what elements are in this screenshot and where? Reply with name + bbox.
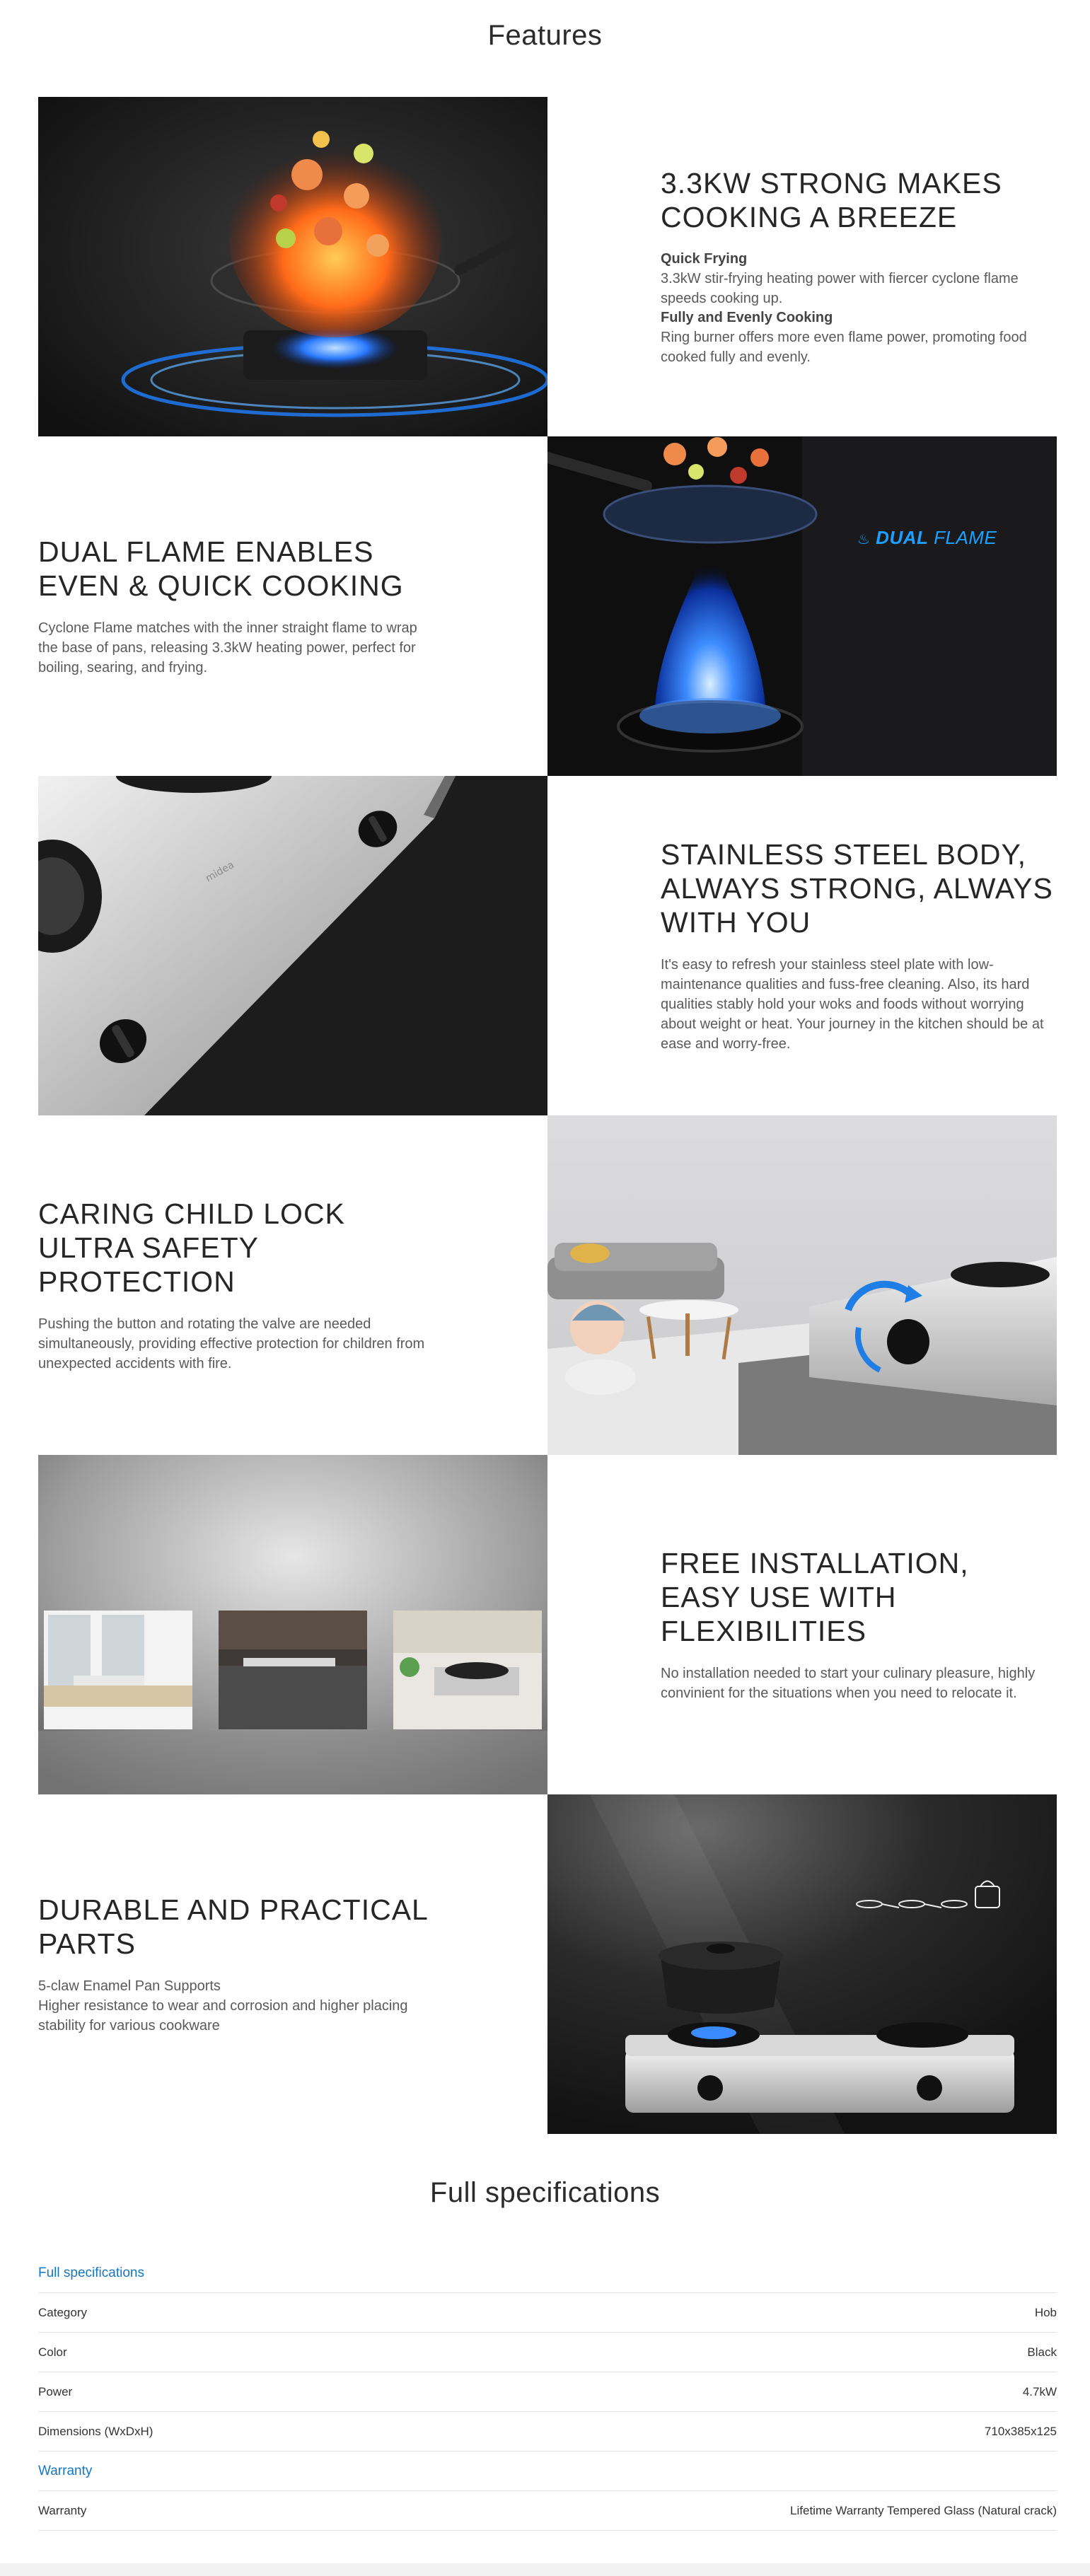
feature-text-power [547, 97, 1057, 436]
spec-row [38, 2372, 1057, 2412]
spec-label: Warranty [38, 2503, 87, 2517]
spec-row [38, 2333, 1057, 2372]
feature-title: DURABLE AND PRACTICAL PARTS [38, 1893, 428, 1960]
svg-text:midea: midea [204, 859, 236, 885]
specifications-table [38, 2253, 1057, 2531]
dual-flame-badge-bold: DUAL [876, 527, 929, 548]
spec-row-warranty [38, 2491, 1057, 2531]
feature-row-installation [38, 1455, 1057, 1794]
spec-value: 710x385x125 [984, 2424, 1057, 2438]
spec-group-warranty[interactable]: Warranty [38, 2452, 1057, 2491]
feature-subtitle: Fully and Evenly Cooking [661, 310, 833, 325]
feature-row-dual-flame [38, 436, 1057, 776]
spec-value: Black [1027, 2345, 1057, 2359]
feature-text-installation [547, 1455, 1057, 1794]
full-specifications-heading: Full specifications [429, 2177, 661, 2208]
feature-title: FREE INSTALLATION, EASY USE WITH FLEXIBILITIES [661, 1547, 969, 1647]
feature-description: No installation needed to start your culinary pleasure, highly convinient for the situations when you need to relocate it. [661, 1666, 1036, 1701]
feature-text-stainless [547, 776, 1057, 1115]
feature-row-parts [38, 1794, 1057, 2134]
spec-row [38, 2412, 1057, 2452]
feature-text-parts [38, 1794, 547, 2134]
spec-value: 4.7kW [1022, 2384, 1057, 2398]
installation-scenes-image [38, 1455, 547, 1794]
wok-frying-image [38, 97, 547, 436]
features-heading: Features [487, 20, 603, 51]
feature-description: Ring burner offers more even flame power, promoting food cooked fully and evenly. [661, 330, 1027, 365]
features-list [38, 97, 1057, 2134]
spec-label: Category [38, 2305, 87, 2319]
feature-title: CARING CHILD LOCK ULTRA SAFETY PROTECTION [38, 1197, 345, 1298]
spec-value: Lifetime Warranty Tempered Glass (Natural crack) [790, 2503, 1057, 2517]
feature-description: Higher resistance to wear and corrosion and higher placing stability for various cookware [38, 1998, 408, 2033]
feature-title: STAINLESS STEEL BODY, ALWAYS STRONG, ALWAYS WITH YOU [661, 838, 1053, 939]
feature-row-power [38, 97, 1057, 436]
feature-text-child-lock [38, 1115, 547, 1455]
spec-value: Hob [1034, 2305, 1057, 2319]
feature-description: Cyclone Flame matches with the inner straight flame to wrap the base of pans, releasing 3.3kW heating power, perfect for boiling, searing, and frying. [38, 620, 417, 675]
feature-description: 5-claw Enamel Pan Supports [38, 1978, 221, 1994]
spec-group-full-specifications[interactable]: Full specifications [38, 2253, 1057, 2293]
dual-flame-badge-light: FLAME [934, 527, 997, 548]
spec-label: Dimensions (WxDxH) [38, 2424, 153, 2438]
feature-title: DUAL FLAME ENABLES EVEN & QUICK COOKING [38, 535, 404, 602]
feature-text-dual-flame [38, 436, 547, 776]
dual-flame-badge [857, 527, 997, 549]
feature-description: 3.3kW stir-frying heating power with fiercer cyclone flame speeds cooking up. [661, 271, 1019, 306]
child-lock-image [547, 1115, 1057, 1455]
spec-label: Color [38, 2345, 67, 2359]
dual-flame-image [547, 436, 1057, 776]
pan-supports-image [547, 1794, 1057, 2134]
footer-strip [0, 2563, 1090, 2576]
feature-row-child-lock [38, 1115, 1057, 1455]
spec-row [38, 2293, 1057, 2333]
feature-title: 3.3KW STRONG MAKES COOKING A BREEZE [661, 167, 1002, 233]
feature-subtitle: Quick Frying [661, 251, 748, 267]
feature-description: It's easy to refresh your stainless steel plate with low-maintenance qualities and fuss-free cleaning. Also, its hard qualities stably hold your woks and foods without worrying about weight or heat. Your journey in the kitchen should be at ease and worry-free. [661, 957, 1044, 1052]
feature-description: Pushing the button and rotating the valve are needed simultaneously, providing effective protection for children from unexpected accidents with fire. [38, 1316, 425, 1371]
spec-label: Power [38, 2384, 73, 2398]
stainless-steel-image [38, 776, 547, 1115]
flame-logo-icon: ♨ [857, 532, 871, 547]
feature-row-stainless [38, 776, 1057, 1115]
